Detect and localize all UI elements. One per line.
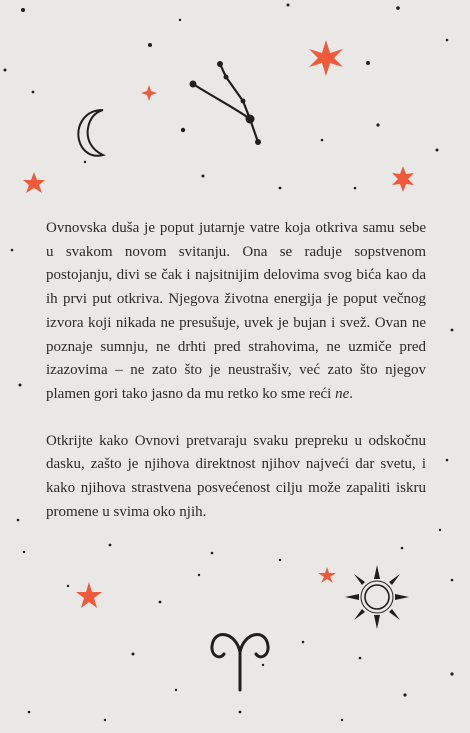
paragraph-intro-text: Ovnovska duša je poput jutarnje vatre koja otkriva samu sebe u svakom novom svitanju. Ona se raduje sopstvenom postojanju, divi se čak i najsitnijim delovima svog bića kao da ih prvi put otkriva. Njegova životna energija je poput večnog izvora koji nikada ne presušuje, uvek je bujan i svež. Ovan ne poznaje sumnju, ne drhti pred strahovima, ne uzmiče pred izazovima – ne zato što je neustrašiv, već zato što njegov plamen gori tako jasno da mu retko ko sme reći xyxy=(46,220,426,402)
body-text xyxy=(46,217,426,547)
crescent-moon-icon xyxy=(78,110,103,156)
sun-icon xyxy=(345,565,409,629)
paragraph-discover: Otkrijte kako Ovnovi pretvaraju svaku prepreku u odskočnu dasku, zašto je njihova direktnost njihov najveći dar svetu, i kako njihova strastvena posvećenost cilju može zapaliti iskru promene u svima oko njih. xyxy=(46,432,426,520)
paragraph-intro xyxy=(46,217,426,407)
emphasis-word: ne xyxy=(335,385,350,402)
paragraph-intro-tail: . xyxy=(349,385,354,402)
aries-symbol-icon xyxy=(212,635,268,690)
aries-constellation-icon xyxy=(190,61,262,145)
